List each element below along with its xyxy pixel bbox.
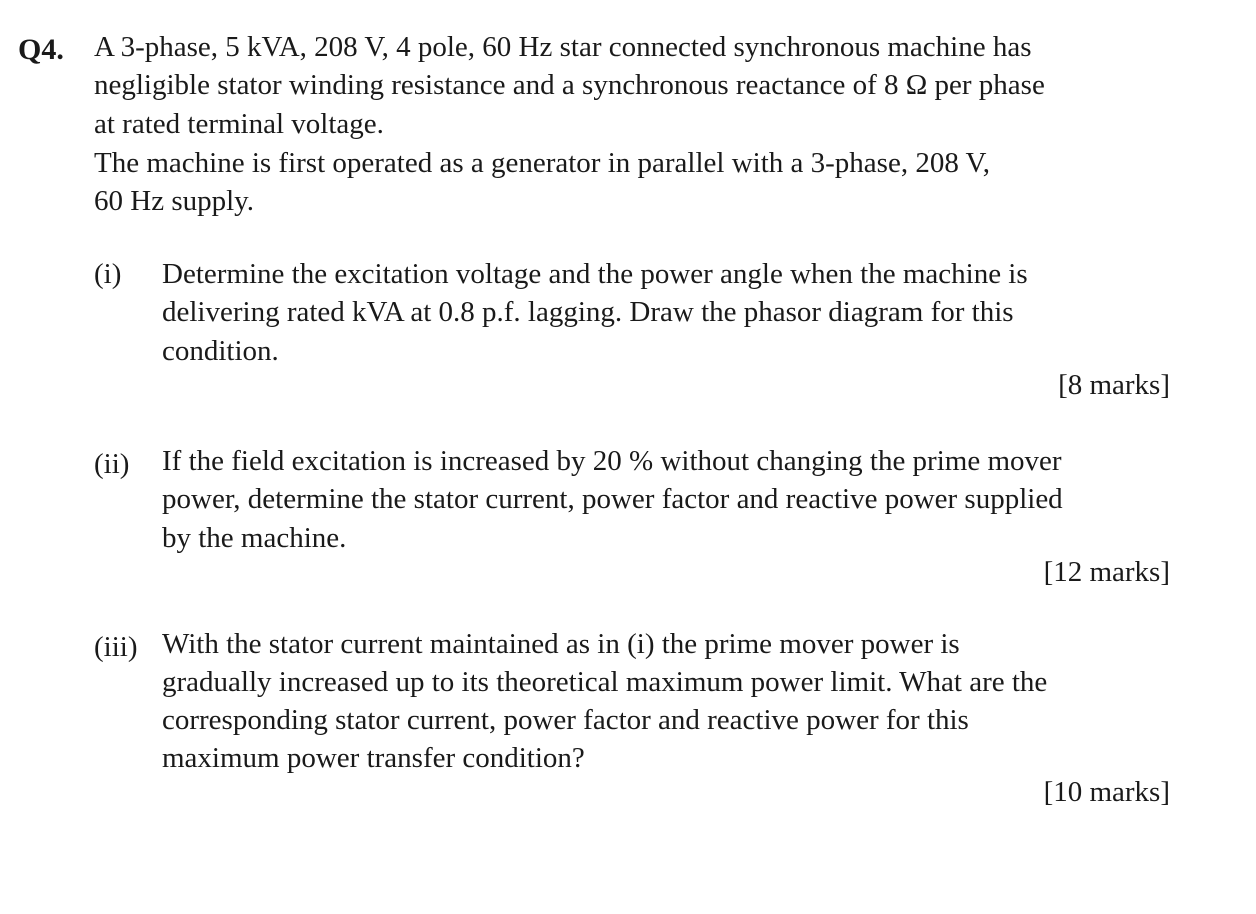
marks-label: [12 marks]	[1043, 556, 1170, 588]
part-line: Determine the excitation voltage and the power angle when the machine is	[162, 258, 1028, 290]
intro-line: 60 Hz supply.	[94, 185, 255, 217]
part-line: power, determine the stator current, power factor and reactive power supplied	[162, 483, 1063, 515]
marks-label: [8 marks]	[1058, 369, 1170, 401]
marks-label: [10 marks]	[1043, 776, 1170, 808]
part-line: gradually increased up to its theoretical maximum power limit. What are the	[162, 666, 1048, 698]
intro-line: at rated terminal voltage.	[94, 108, 384, 140]
part-line: by the machine.	[162, 522, 347, 554]
part-line: delivering rated kVA at 0.8 p.f. lagging. Draw the phasor diagram for this	[162, 296, 1014, 328]
question-number: Q4.	[18, 33, 64, 66]
part-label: (iii)	[94, 631, 138, 663]
part-label: (i)	[94, 258, 122, 290]
part-label: (ii)	[94, 448, 130, 480]
intro-line: The machine is first operated as a generator in parallel with a 3-phase, 208 V,	[94, 147, 991, 179]
intro-line: A 3-phase, 5 kVA, 208 V, 4 pole, 60 Hz star connected synchronous machine has	[94, 31, 1032, 63]
part-line: maximum power transfer condition?	[162, 742, 585, 774]
part-line: If the field excitation is increased by 20 % without changing the prime mover	[162, 445, 1062, 477]
part-line: With the stator current maintained as in (i) the prime mover power is	[162, 628, 960, 660]
part-line: corresponding stator current, power factor and reactive power for this	[162, 704, 969, 736]
intro-line: negligible stator winding resistance and a synchronous reactance of 8 Ω per phase	[94, 69, 1045, 101]
part-line: condition.	[162, 335, 279, 367]
